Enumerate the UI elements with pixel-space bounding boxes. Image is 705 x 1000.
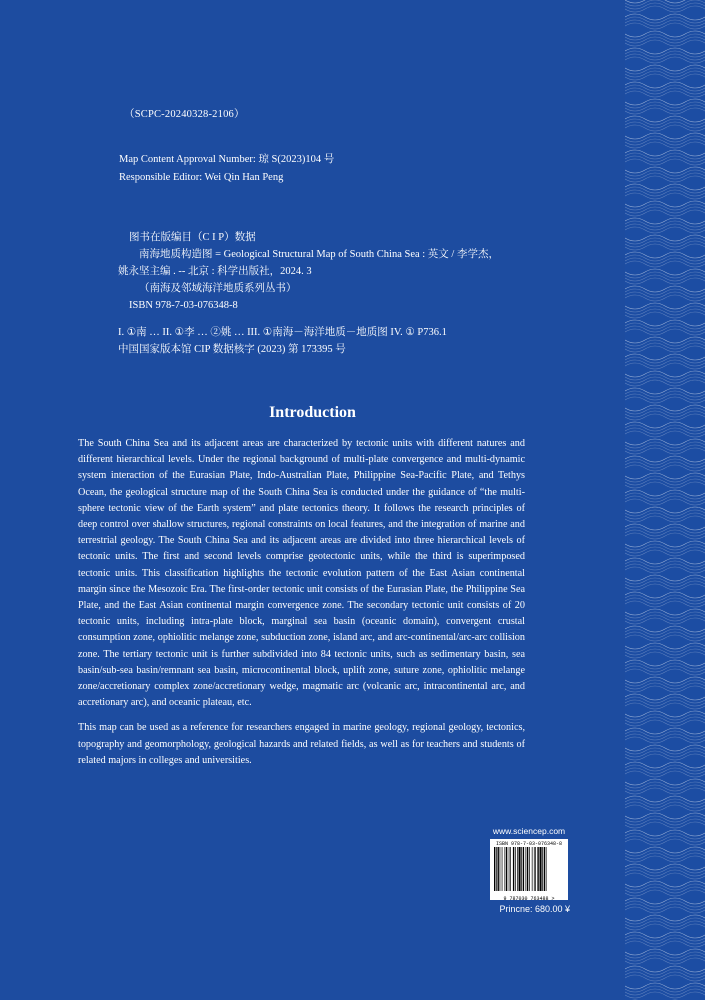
cip-editor-line: 姚永坚主编 . -- 北京 : 科学出版社，2024. 3 (118, 266, 312, 277)
barcode-bar (515, 847, 516, 891)
introduction-title: Introduction (269, 404, 356, 421)
barcode-bar (506, 847, 507, 891)
barcode-bar (526, 847, 527, 891)
barcode-bar (534, 847, 535, 891)
barcode-bar (509, 847, 510, 891)
barcode-bar (513, 847, 514, 891)
barcode-bar (500, 847, 501, 891)
print-code: （SCPC-20240328-2106） (124, 109, 245, 120)
approval-number: Map Content Approval Number: 琼 S(2023)104 号 (119, 154, 335, 165)
cip-isbn: ISBN 978-7-03-076348-8 (129, 300, 238, 311)
barcode-bar (502, 847, 503, 891)
barcode-bar (535, 847, 536, 891)
barcode-bar (532, 847, 533, 891)
barcode-bar (542, 847, 543, 891)
responsible-editor: Responsible Editor: Wei Qin Han Peng (119, 172, 284, 183)
barcode-block (490, 826, 568, 914)
barcode-digits: 9 787030 763488 > (503, 896, 555, 902)
cip-title-line: 南海地质构造图 = Geological Structural Map of South China Sea : 英文 / 李学杰， (139, 249, 499, 260)
cip-classification: I. ①南 … II. ①李 … ②姚 … III. ①南海－海洋地质－地质图 IV. ① P736.1 (118, 327, 447, 338)
wave-pattern-strip (625, 0, 705, 1000)
introduction-paragraph: The South China Sea and its adjacent areas are characterized by tectonic units with different natures and different hierarchical levels. Under the regional background of multi-plate convergence and multi-dynamic system interaction of the Eurasian Plate, Indo-Australian Plate, Philippine Sea-Pacific Plate, and Tethys Ocean, the geological structure map of the South China Sea is conducted under the guidance of “the multi-sphere tectonic view of the Earth system” and plate tectonics theory. It follows the research principles of deep control over shallow structures, regional constraints on local features, and the integration of marine and terrestrial geology. The South China Sea and its adjacent areas are divided into three hierarchical levels of tectonic units. The first and second levels comprise geotectonic units, while the third is superimposed tectonic units. This classification highlights the tectonic evolution pattern of the East Asian continental margin since the Mesozoic Era. The first-order tectonic unit consists of the Eurasian Plate, the Philippine Sea Plate, and the East Asian continental margin convergence zone. The secondary tectonic unit consists of 20 tectonic units, including intra-plate block, marginal sea basin (oceanic domain), convergent crustal consumption zone, ophiolitic melange zone, subduction zone, island arc, and arc-continental/arc-arc collision zone. The tertiary tectonic unit is further subdivided into 84 tectonic units, such as sedimentary basin, sea basin/sub-sea basin/remnant sea basin, microcontinental block, uplift zone, suture zone, ophiolitic melange zone/accretionary complex zone/accretionary wedge, magmatic arc (volcanic arc, intracontinental arc, and accretionary arc), and oceanic plateau, etc. (78, 438, 525, 709)
barcode-bar (505, 847, 506, 891)
barcode-bars (493, 847, 565, 891)
barcode-bar (546, 847, 547, 891)
introduction-paragraph: This map can be used as a reference for researchers engaged in marine geology, regional geology, tectonics, topography and geomorphology, geological hazards and related fields, as well as for teachers and students of related majors in colleges and universities. (78, 722, 525, 766)
barcode-bar (537, 847, 538, 891)
barcode-bar (510, 847, 511, 891)
barcode-bar (529, 847, 530, 891)
barcode-bar (519, 847, 521, 891)
introduction-body (78, 436, 525, 778)
cip-block (118, 229, 598, 358)
barcode-bar (540, 847, 542, 891)
wave-pattern-icon (625, 0, 705, 1000)
price: Princne: 680.00 ¥ (499, 904, 570, 914)
barcode-bar (498, 847, 499, 891)
barcode-bar (517, 847, 518, 891)
publisher-website: www.sciencep.com (492, 826, 566, 836)
approval-block (119, 151, 334, 187)
cip-heading: 图书在版编目（C I P）数据 (129, 232, 256, 243)
barcode-bar (494, 847, 495, 891)
isbn-barcode (490, 839, 568, 900)
cip-series-line: （南海及邻域海洋地质系列丛书） (139, 283, 297, 294)
barcode-bar (544, 847, 545, 891)
barcode-isbn-text: ISBN 978-7-03-076348-8 (495, 841, 562, 847)
cip-number: 中国国家版本馆 CIP 数据核字 (2023) 第 173395 号 (118, 344, 346, 355)
barcode-bar (527, 847, 528, 891)
barcode-bar (496, 847, 497, 891)
barcode-bar (521, 847, 522, 891)
barcode-bar (523, 847, 524, 891)
wave-line (625, 0, 705, 3)
